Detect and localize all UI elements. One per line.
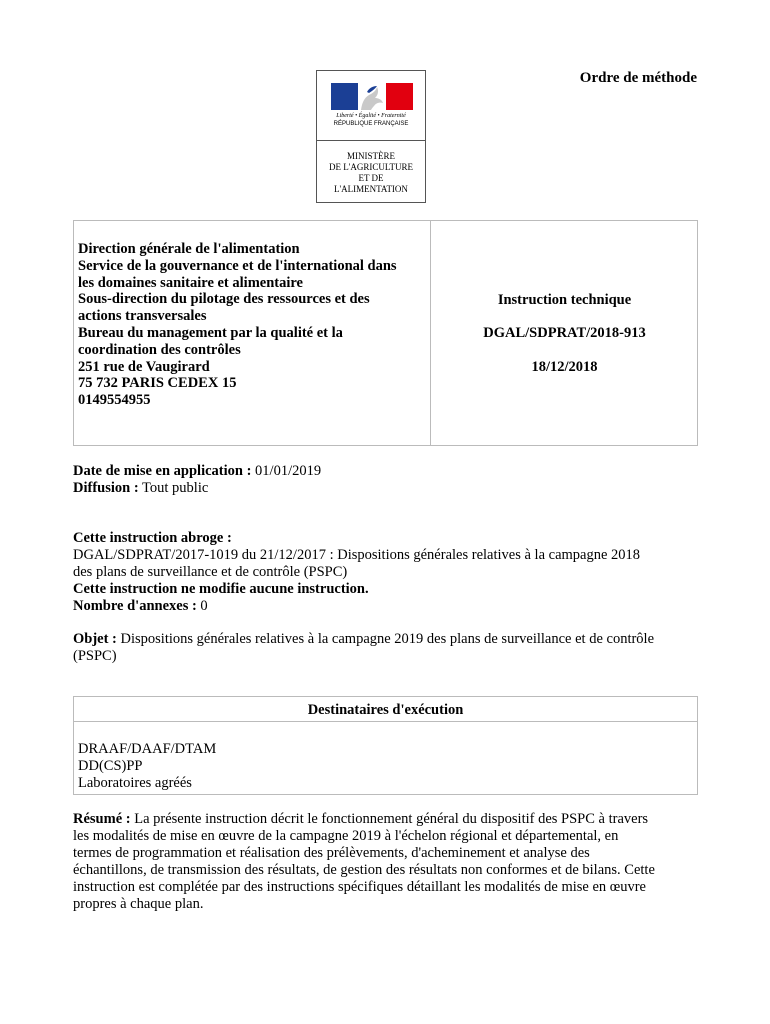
application-value: 01/01/2019	[255, 463, 322, 479]
resume-text: La présente instruction décrit le fonctionnement général du dispositif des PSPC à travers	[134, 811, 649, 827]
destinataire-item: DD(CS)PP	[78, 758, 143, 774]
marianne-flag-icon	[331, 83, 413, 110]
destinataires-list	[78, 741, 216, 792]
ministry-line: L'ALIMENTATION	[334, 184, 408, 194]
sender-line: coordination des contrôles	[78, 341, 241, 358]
abroge-line: des plans de surveillance et de contrôle (PSPC)	[73, 564, 348, 580]
resume-line: propres à chaque plan.	[73, 896, 204, 912]
resume	[73, 811, 703, 913]
ministry-line: ET DE	[358, 173, 384, 183]
republic-name: RÉPUBLIQUE FRANÇAISE	[333, 121, 409, 127]
sender-line: Direction générale de l'alimentation	[78, 241, 300, 257]
sender-block	[78, 241, 423, 409]
objet	[73, 631, 654, 648]
instruction-date: 18/12/2018	[531, 359, 598, 375]
resume-line: les modalités de mise en œuvre de la campagne 2019 à l'échelon régional et départemental, en	[73, 828, 619, 844]
sender-line: Service de la gouvernance et de l'international dans	[78, 257, 397, 274]
resume-first-line	[73, 811, 703, 828]
sender-line: Bureau du management par la qualité et la	[78, 324, 343, 341]
modifie-note: Cette instruction ne modifie aucune instruction.	[73, 581, 369, 597]
sender-line: les domaines sanitaire et alimentaire	[78, 274, 303, 291]
annexes-value: 0	[200, 598, 208, 614]
ministry-line: MINISTÈRE	[347, 151, 395, 161]
resume-line: termes de programmation et réalisation des prélèvements, d'acheminement et analyse des	[73, 845, 590, 861]
header-table	[73, 220, 698, 446]
destinataires-table	[73, 696, 698, 795]
sender-line: actions transversales	[78, 308, 207, 325]
motto: Liberté • Égalité • Fraternité	[336, 113, 406, 119]
ministry-logo	[316, 70, 426, 203]
ministry-name	[317, 151, 425, 195]
resume-line: échantillons, de transmission des résultats, de gestion des résultats non conformes et de bilans. Cette	[73, 862, 655, 878]
sender-line: 75 732 PARIS CEDEX 15	[78, 375, 237, 392]
instruction-reference: DGAL/SDPRAT/2018-913	[483, 325, 646, 341]
resume-label: Résumé :	[73, 811, 131, 827]
diffusion-value: Tout public	[142, 480, 209, 496]
sender-line: 0149554955	[78, 392, 151, 409]
sender-line: Sous-direction du pilotage des ressources et des	[78, 291, 370, 308]
annexes-label: Nombre d'annexes :	[73, 598, 197, 614]
instruction-type: Instruction technique	[497, 292, 632, 308]
sender-line: 251 rue de Vaugirard	[78, 358, 210, 375]
ministry-line: DE L'AGRICULTURE	[328, 162, 414, 172]
destinataire-item: Laboratoires agréés	[78, 775, 192, 791]
marianne-block	[317, 71, 425, 141]
resume-line: instruction est complétée par des instructions spécifiques détaillant les modalités de mise en œuvre	[73, 879, 646, 895]
document-type: Ordre de méthode	[579, 70, 697, 86]
objet-value: Dispositions générales relatives à la campagne 2019 des plans de surveillance et de contrôle	[120, 631, 655, 647]
destinataires-title: Destinataires d'exécution	[74, 697, 697, 722]
application-date	[73, 463, 321, 480]
diffusion	[73, 480, 208, 497]
destinataire-item: DRAAF/DAAF/DTAM	[78, 741, 217, 757]
abroge-label: Cette instruction abroge :	[73, 530, 232, 546]
objet-line: (PSPC)	[73, 648, 117, 664]
abroge-line: DGAL/SDPRAT/2017-1019 du 21/12/2017 : Dispositions générales relatives à la campagne 2018	[73, 547, 641, 563]
diffusion-label: Diffusion :	[73, 480, 139, 496]
application-label: Date de mise en application :	[73, 463, 252, 479]
objet-label: Objet :	[73, 631, 117, 647]
annexes	[73, 598, 208, 615]
